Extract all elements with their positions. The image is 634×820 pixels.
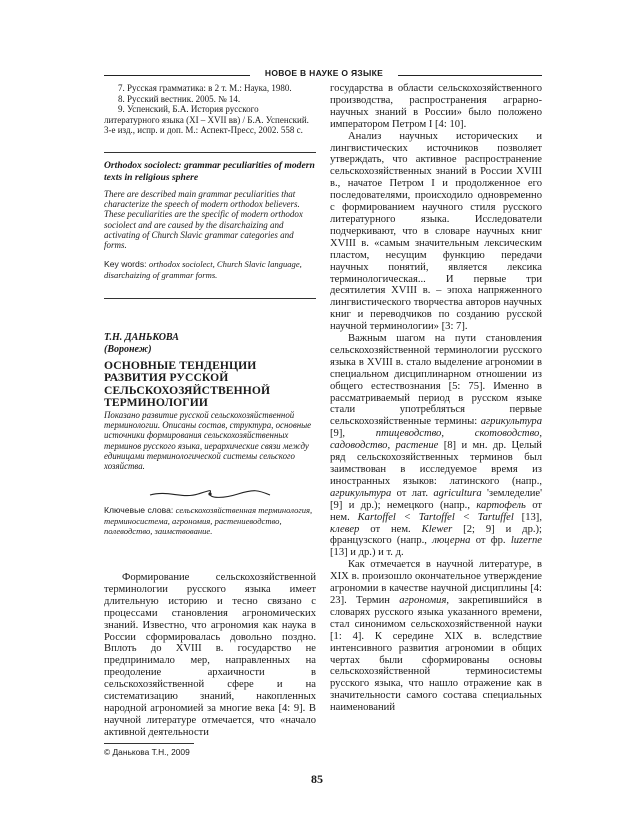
header-rule-right <box>398 75 542 76</box>
russian-abstract: Показано развитие русской сельскохозяйственной терминологии. Описаны состав, структура, основные источники формирования сельскохозяйственных терминов русского языка, иерархические связи между единицами терминологической системы сельского хозяйства. <box>104 410 312 472</box>
header-rule-left <box>104 75 250 76</box>
divider <box>104 298 316 299</box>
russian-keywords-label: Ключевые слова: <box>104 505 174 515</box>
running-header: НОВОЕ В НАУКЕ О ЯЗЫКЕ <box>264 68 384 78</box>
author-name: Т.Н. ДАНЬКОВА <box>104 332 179 343</box>
russian-keywords-text: сельскохозяйственная терминология, терминосистема, агрономия, растениеводство, полеводство, заимствование. <box>104 505 313 536</box>
russian-keywords <box>104 505 316 537</box>
page-number: 85 <box>311 772 323 786</box>
flourish-ornament <box>148 488 272 500</box>
english-abstract: There are described main grammar peculiarities that characterize the speech of modern orthodox believers. These peculiarities are the specific of modern orthodox sociolect and are caused by the disarchaizing and activating of Church Slavic grammar categories and forms. <box>104 189 303 251</box>
body-paragraph: государства в области сельскохозяйственного производства, распространения аграрно-научных знаний в России» было положено императором Петром I [4: 10]. <box>330 83 542 130</box>
reference-item: 7. Русская грамматика: в 2 т. М.: Наука, 1980. <box>118 83 292 93</box>
body-paragraph: Важным шагом на пути становления сельскохозяйственной терминологии русского языка в XVIII в. стало выделение агрономии в специальном дисциплинарном отношении из общего естествознания [5: 75]. Именно в рассматриваемый период в русском языке стали употребляться первые сельскохозяйственные термины: агрикультура [9], птицеводство, скотоводство, садоводство, растение [8] и мн. др. Целый ряд сельскохозяйственных терминов был заимствован в исследуемое время из иностранных языков: латинского (напр., агрикультура от лат. agricultura 'земледелие' [9] и др.); немецкого (напр., картофель от нем. Kartoffel < Tartoffel < Tartuffel [13], клевер от нем. Klewer [2; 9] и др.); французского (напр., люцерна от фр. luzerne [13] и др.) и т. д. <box>330 333 543 559</box>
english-keywords <box>104 259 316 280</box>
reference-item: 9. Успенский, Б.А. История русского литературного языка (XI – XVII вв) / Б.А. Успенский. 3-е изд., испр. и доп. М.: Аспект-Пресс, 2002. 558 с. <box>104 104 309 135</box>
english-keywords-text: orthodox sociolect, Church Slavic language, disarchaizing of grammar forms. <box>104 259 302 280</box>
footnote-rule <box>104 743 194 744</box>
body-paragraph: Анализ научных исторических и лингвистических источников позволяет утверждать, что активное распространение сельскохозяйственных знаний в России XVIII в., начатое Петром I и продолженное его последователями, происходило одновременно с формированием научного стиля русского литературного языка. Исследователи подчеркивают, что в словаре научных книг XVIII в. «самым значительным лексическим пластом, несущим функцию передачи научных понятий, является лексика терминологическая... И первые три десятилетия XVIII в. – эпоха напряженного лингвистического творчества авторов научных книг и переводчиков по созданию русской научной терминологии» [3: 7]. <box>330 130 542 333</box>
author-city: (Воронеж) <box>104 343 152 355</box>
divider <box>104 152 316 153</box>
russian-abstract-block <box>104 410 316 471</box>
article-heading <box>104 332 316 410</box>
russian-keywords-block <box>104 505 316 537</box>
english-abstract-block <box>104 160 316 280</box>
english-title: Orthodox sociolect: grammar peculiarities of modern texts in religious sphere <box>104 160 315 183</box>
copyright-note: © Данькова Т.Н., 2009 <box>104 747 190 757</box>
body-paragraph: Формирование сельскохозяйственной терминологии русского языка имеет длительную историю и тесно связано с процессами становления агрономических знаний. Известно, что агрономия как наука в России сформировалась довольно поздно. Вплоть до XVIII в. государство не предпринимало мер, направленных на преодоление архаичности в сельскохозяйственной сфере и на систематизацию знаний, накопленных народной агрономией за многие века [4: 9]. В научной литературе отмечается, что «начало активной деятельности <box>104 572 316 738</box>
body-paragraph: Как отмечается в научной литературе, в XIX в. произошло окончательное утверждение агрономии в качестве научной дисциплины [4: 23]. Термин агрономия, закрепившийся в словарях русского языка указанного времени, стал синонимом сельскохозяйственной науки [1: 4]. К середине XIX в. вследствие интенсивного развития агрономии в общих чертах были сформированы основы сельскохозяйственной терминосистемы русского языка, что нашло отражение как в значительности самого состава специальных наименований <box>330 559 542 714</box>
body-right <box>330 83 542 714</box>
article-title: ОСНОВНЫЕ ТЕНДЕНЦИИ РАЗВИТИЯ РУССКОЙ СЕЛЬСКОХОЗЯЙСТВЕННОЙ ТЕРМИНОЛОГИИ <box>104 359 271 410</box>
references-list <box>104 83 316 136</box>
body-left <box>104 572 316 739</box>
english-keywords-label: Key words: <box>104 259 147 270</box>
reference-item: 8. Русский вестник. 2005. № 14. <box>118 93 241 104</box>
